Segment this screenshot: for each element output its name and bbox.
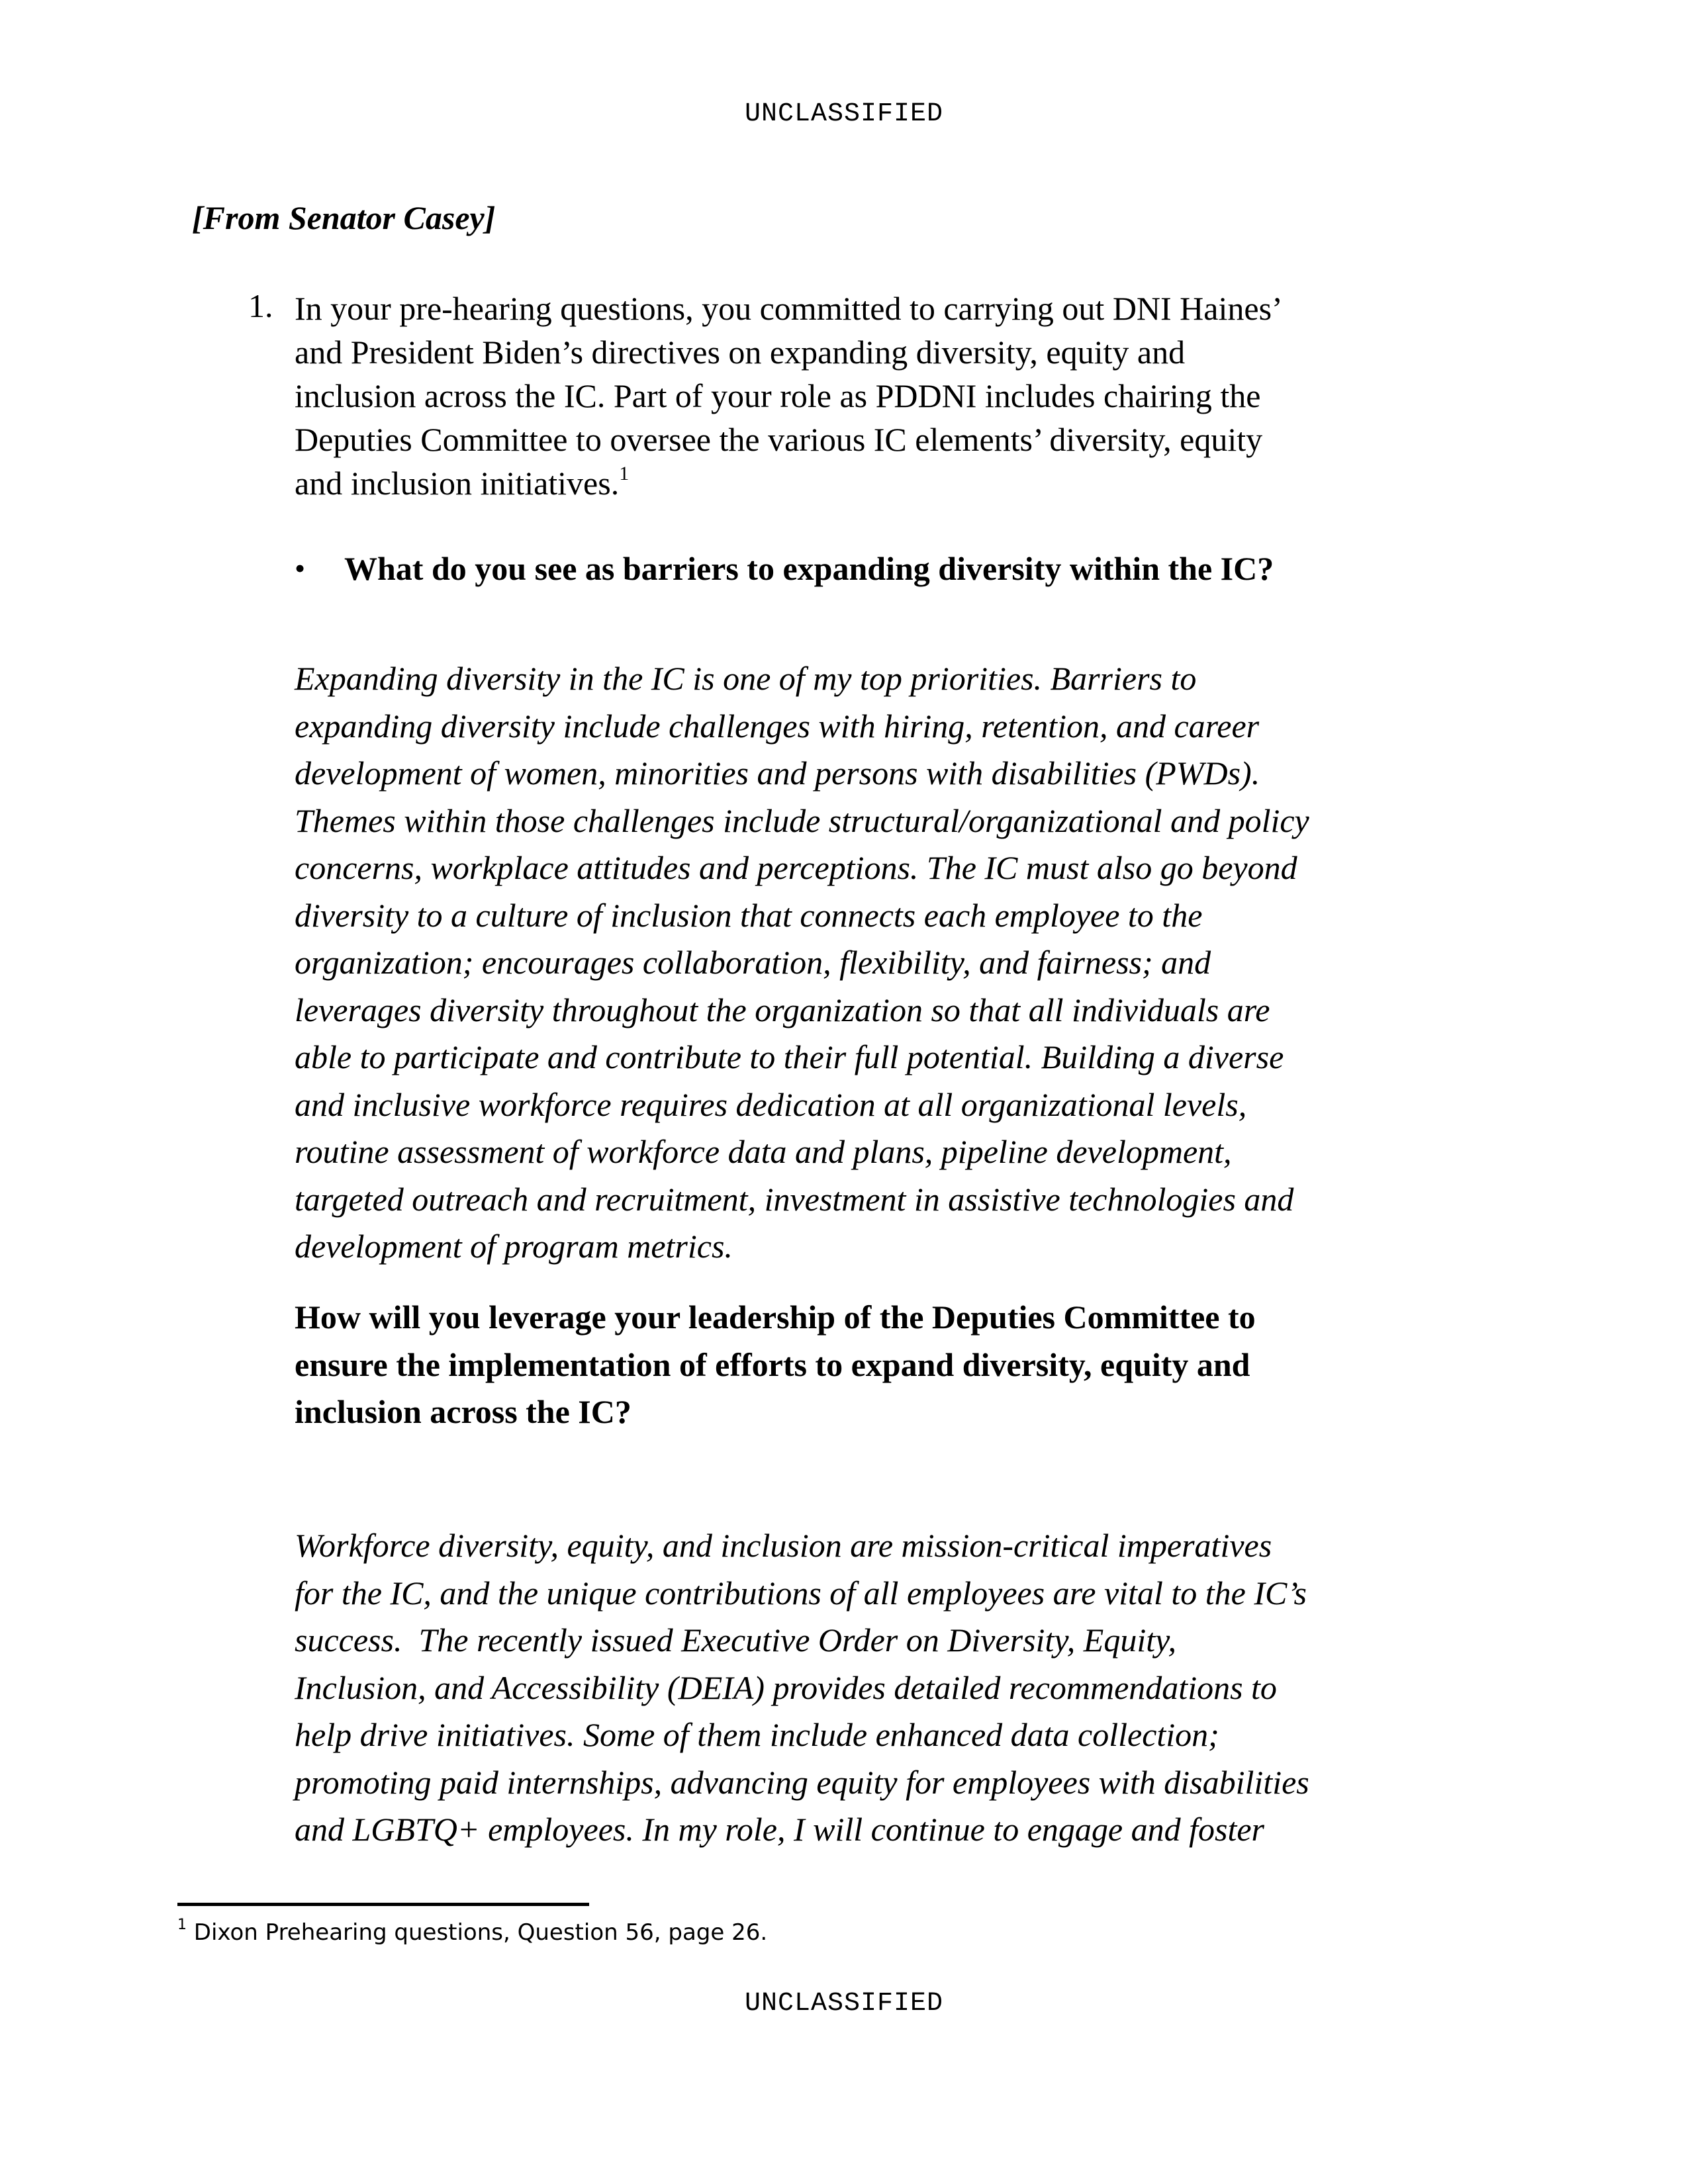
answer-1-line: leverages diversity throughout the organization so that all individuals are bbox=[295, 991, 1270, 1028]
question-1-line: and President Biden’s directives on expanding diversity, equity and bbox=[295, 334, 1186, 371]
question-2-line: How will you leverage your leadership of the Deputies Committee to bbox=[295, 1298, 1256, 1336]
answer-2 bbox=[295, 1522, 1552, 1854]
footnote bbox=[177, 1916, 768, 1946]
answer-2-line: for the IC, and the unique contributions of all employees are vital to the IC’s bbox=[295, 1574, 1307, 1612]
bullet-question: What do you see as barriers to expanding diversity within the IC? bbox=[344, 550, 1274, 587]
answer-1 bbox=[295, 655, 1552, 1271]
header-classification: UNCLASSIFIED bbox=[744, 99, 944, 129]
answer-1-line: Expanding diversity in the IC is one of my top priorities. Barriers to bbox=[295, 660, 1197, 697]
answer-1-line: routine assessment of workforce data and plans, pipeline development, bbox=[295, 1133, 1232, 1170]
answer-1-line: diversity to a culture of inclusion that connects each employee to the bbox=[295, 896, 1203, 934]
footnote-separator bbox=[177, 1903, 589, 1906]
question-1-text bbox=[295, 287, 1552, 505]
question-1-line-text: and inclusion initiatives. bbox=[295, 465, 620, 502]
answer-1-line: concerns, workplace attitudes and perceptions. The IC must also go beyond bbox=[295, 849, 1297, 886]
footer-classification: UNCLASSIFIED bbox=[744, 1989, 944, 2019]
bullet-icon: • bbox=[295, 551, 306, 585]
question-2 bbox=[295, 1294, 1552, 1436]
question-2-line: ensure the implementation of efforts to expand diversity, equity and bbox=[295, 1345, 1250, 1383]
question-1-line: In your pre-hearing questions, you committed to carrying out DNI Haines’ bbox=[295, 290, 1283, 327]
answer-2-line: help drive initiatives. Some of them include enhanced data collection; bbox=[295, 1716, 1219, 1753]
answer-1-line: development of program metrics. bbox=[295, 1228, 733, 1265]
answer-1-line: organization; encourages collaboration, flexibility, and fairness; and bbox=[295, 944, 1211, 981]
footnote-text: Dixon Prehearing questions, Question 56, page 26. bbox=[187, 1919, 768, 1946]
answer-1-line: targeted outreach and recruitment, investment in assistive technologies and bbox=[295, 1180, 1294, 1218]
answer-2-line: Inclusion, and Accessibility (DEIA) provides detailed recommendations to bbox=[295, 1668, 1277, 1706]
question-1-line: inclusion across the IC. Part of your role as PDDNI includes chairing the bbox=[295, 377, 1261, 414]
answer-2-line: success. The recently issued Executive Order on Diversity, Equity, bbox=[295, 1621, 1177, 1659]
answer-1-line: and inclusive workforce requires dedication at all organizational levels, bbox=[295, 1085, 1247, 1123]
footnote-reference[interactable]: 1 bbox=[619, 463, 630, 485]
answer-2-line: Workforce diversity, equity, and inclusion are mission-critical imperatives bbox=[295, 1527, 1272, 1564]
answer-2-line: and LGBTQ+ employees. In my role, I will continue to engage and foster bbox=[295, 1811, 1264, 1848]
answer-2-line: promoting paid internships, advancing equity for employees with disabilities bbox=[295, 1763, 1309, 1801]
question-2-line: inclusion across the IC? bbox=[295, 1393, 632, 1430]
question-attribution: [From Senator Casey] bbox=[192, 199, 496, 236]
answer-1-line: Themes within those challenges include structural/organizational and policy bbox=[295, 801, 1309, 839]
question-1-line bbox=[295, 461, 1552, 505]
answer-1-line: expanding diversity include challenges with hiring, retention, and career bbox=[295, 707, 1260, 745]
answer-1-line: development of women, minorities and persons with disabilities (PWDs). bbox=[295, 754, 1260, 792]
footnote-marker: 1 bbox=[177, 1916, 187, 1933]
question-number: 1. bbox=[248, 287, 273, 324]
answer-1-line: able to participate and contribute to their full potential. Building a diverse bbox=[295, 1038, 1284, 1075]
question-1-line: Deputies Committee to oversee the various IC elements’ diversity, equity bbox=[295, 421, 1263, 458]
